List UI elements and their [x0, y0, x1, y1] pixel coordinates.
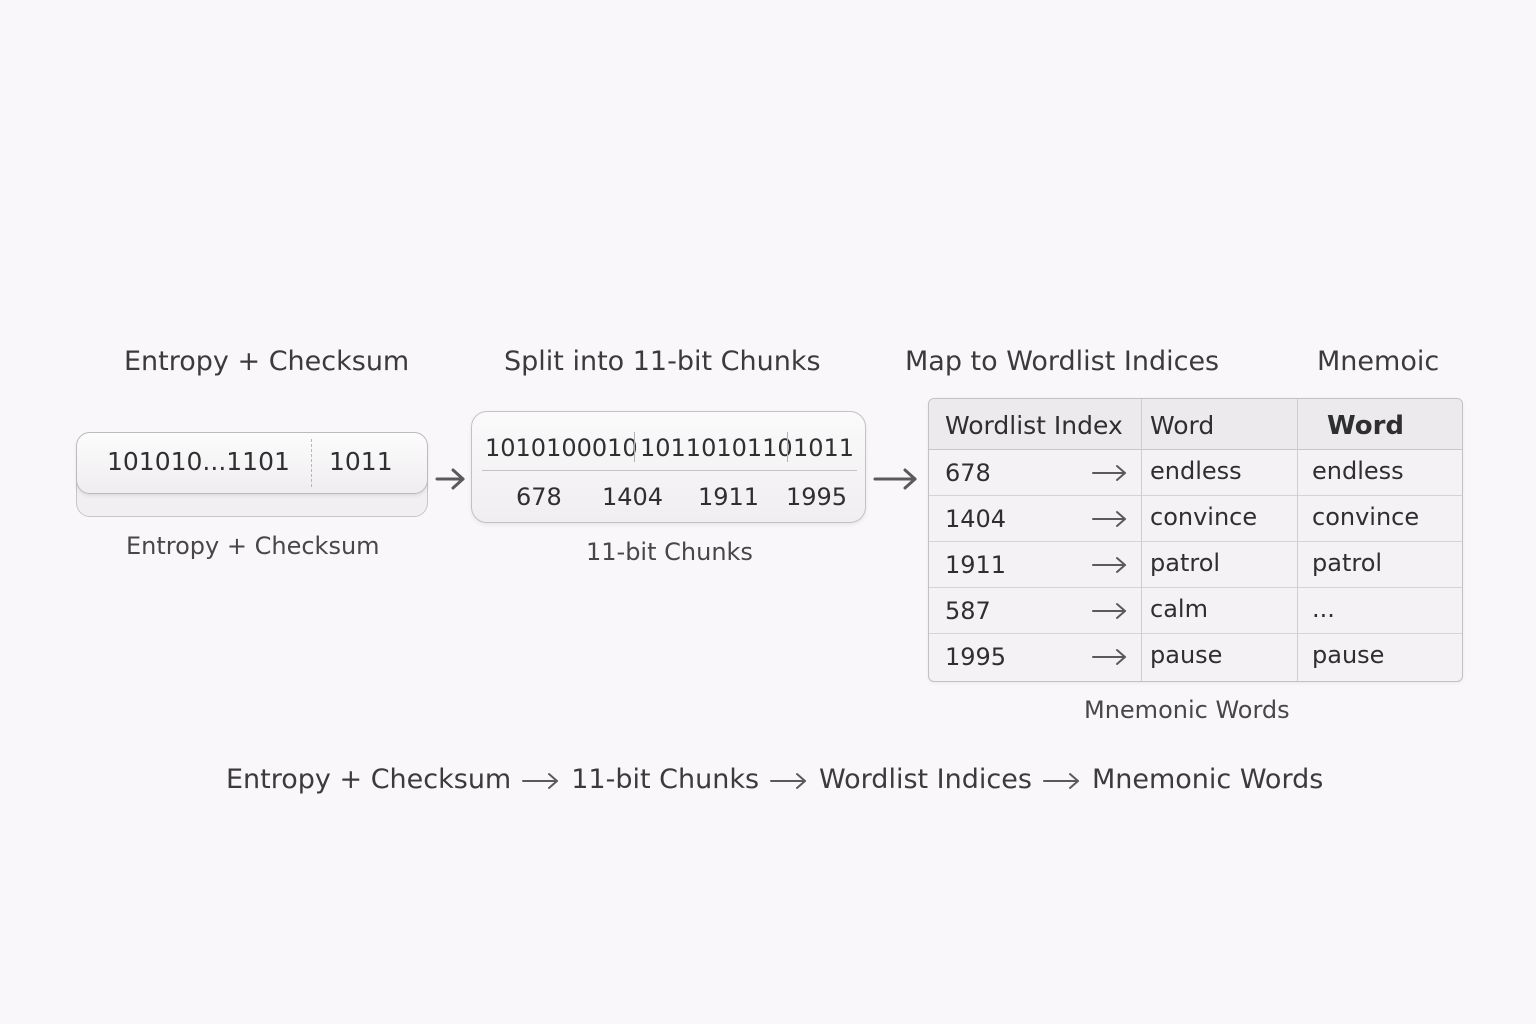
chunk-divider	[634, 432, 635, 462]
table-header	[929, 399, 1462, 450]
chunk-row-divider	[482, 470, 857, 471]
header-wordlist-index: Wordlist Index	[945, 411, 1123, 440]
arrow-right-icon	[1091, 601, 1129, 621]
flow-step: 11-bit Chunks	[571, 764, 760, 795]
flow-step: Mnemonic Words	[1091, 764, 1324, 795]
arrow-right-icon	[511, 764, 571, 795]
row-word: convince	[1150, 503, 1258, 531]
heading-entropy-checksum: Entropy + Checksum	[124, 346, 410, 377]
header-word: Word	[1150, 411, 1215, 440]
wordlist-table	[928, 398, 1463, 682]
arrow-right-icon	[873, 466, 919, 492]
chunk-bits-1: 1010100010	[485, 434, 638, 462]
row-mnemonic-word: convince	[1312, 503, 1420, 531]
flow-step: Wordlist Indices	[819, 764, 1032, 795]
flow-step: Entropy + Checksum	[226, 764, 512, 795]
entropy-bits: 101010...1101	[107, 447, 290, 476]
chunk-index-3: 1911	[698, 483, 760, 511]
row-index: 1995	[945, 643, 1007, 671]
chunk-index-2: 1404	[602, 483, 664, 511]
chunk-bits-2: 1011010110	[640, 434, 793, 462]
heading-split-chunks: Split into 11-bit Chunks	[504, 346, 821, 377]
column-divider	[1141, 399, 1142, 681]
entropy-checksum-box	[76, 432, 428, 494]
row-mnemonic-word: pause	[1312, 641, 1385, 669]
table-row	[929, 450, 1462, 496]
arrow-right-icon	[759, 764, 819, 795]
arrow-right-icon	[435, 466, 467, 492]
row-mnemonic-word: patrol	[1312, 549, 1383, 577]
row-word: endless	[1150, 457, 1242, 485]
chunks-caption: 11-bit Chunks	[586, 538, 753, 566]
mnemonic-caption: Mnemonic Words	[1084, 696, 1290, 724]
table-row	[929, 542, 1462, 588]
chunk-index-4: 1995	[786, 483, 848, 511]
row-mnemonic-word: ...	[1312, 595, 1335, 623]
arrow-right-icon	[1091, 509, 1129, 529]
arrow-right-icon	[1032, 764, 1092, 795]
flow-summary	[226, 764, 1323, 795]
row-index: 678	[945, 459, 991, 487]
checksum-divider	[311, 439, 312, 487]
header-mnemonic-word: Word	[1327, 411, 1405, 441]
table-row	[929, 634, 1462, 679]
chunk-bits-3: 1011	[793, 434, 855, 462]
chunks-box	[471, 411, 866, 523]
table-row	[929, 588, 1462, 634]
row-word: pause	[1150, 641, 1223, 669]
row-index: 1404	[945, 505, 1007, 533]
checksum-bits: 1011	[329, 447, 393, 476]
chunk-index-1: 678	[516, 483, 562, 511]
arrow-right-icon	[1091, 463, 1129, 483]
column-divider	[1297, 399, 1298, 681]
heading-map-indices: Map to Wordlist Indices	[905, 346, 1220, 377]
arrow-right-icon	[1091, 555, 1129, 575]
chunk-divider	[787, 432, 788, 462]
row-word: patrol	[1150, 549, 1221, 577]
arrow-right-icon	[1091, 647, 1129, 667]
row-index: 1911	[945, 551, 1007, 579]
row-index: 587	[945, 597, 991, 625]
table-row	[929, 496, 1462, 542]
heading-mnemonic: Mnemoic	[1317, 346, 1440, 377]
entropy-caption: Entropy + Checksum	[126, 532, 380, 560]
row-word: calm	[1150, 595, 1208, 623]
row-mnemonic-word: endless	[1312, 457, 1404, 485]
